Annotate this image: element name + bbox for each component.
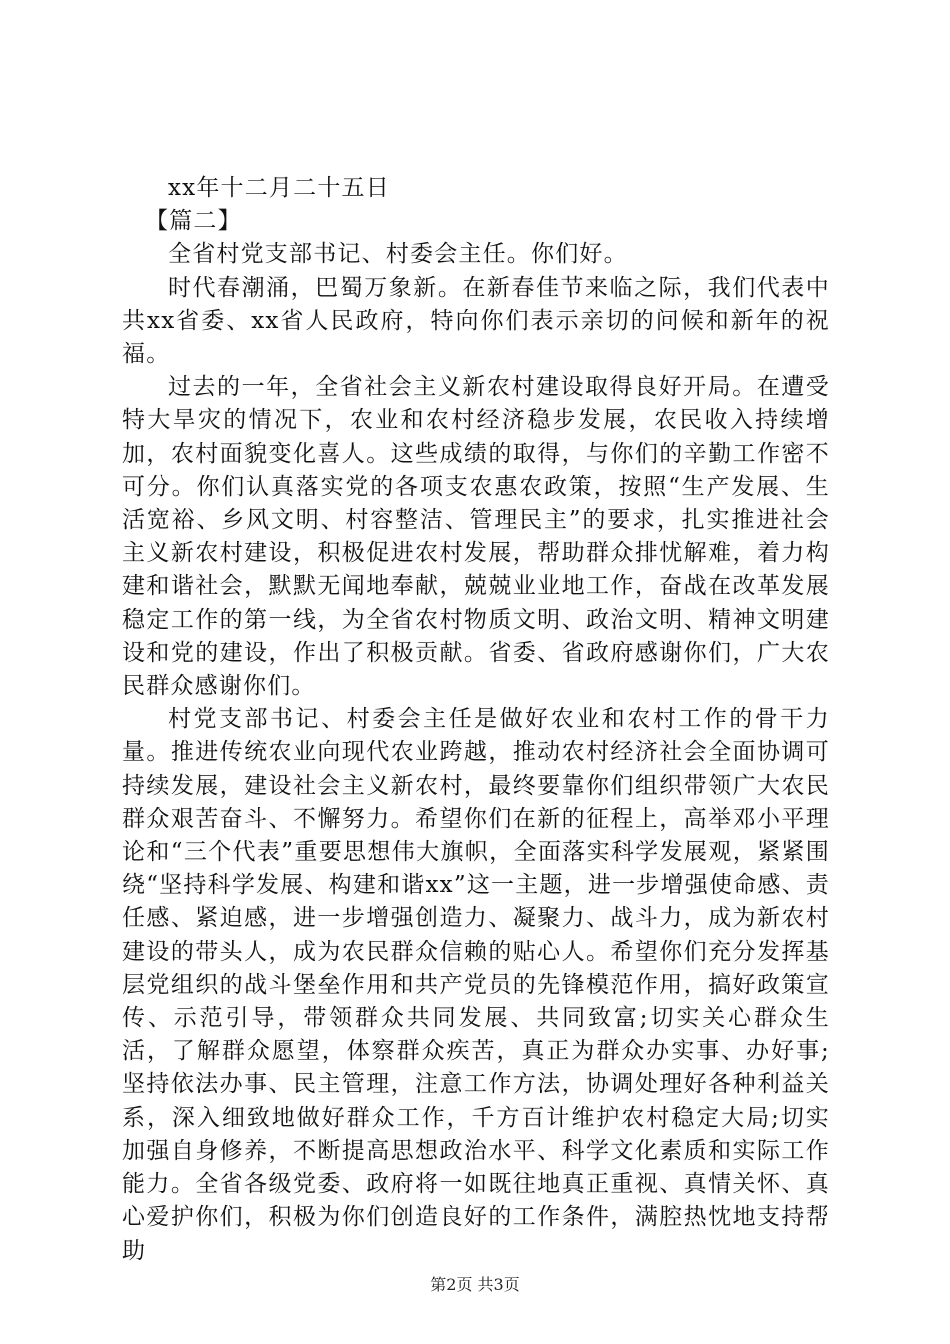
date-line: xx年十二月二十五日 [168, 175, 390, 201]
salutation: 全省村党支部书记、村委会主任。你们好。 [168, 241, 628, 268]
page-number-label: 第2页 共3页 [430, 1275, 520, 1294]
paragraph-1: 时代春潮涌，巴蜀万象新。在新春佳节来临之际，我们代表中共xx省委、xx省人民政府，特向你们表示亲切的问候和新年的祝福。 [122, 274, 830, 368]
paragraph-2: 过去的一年，全省社会主义新农村建设取得良好开局。在遭受特大旱灾的情况下，农业和农村经济稳步发展，农民收入持续增加，农村面貌变化喜人。这些成绩的取得，与你们的辛勤工作密不可分。你们认真落实党的各项支农惠农政策，按照“生产发展、生活宽裕、乡风文明、村容整洁、管理民主”的要求，扎实推进社会主义新农村建设，积极促进农村发展，帮助群众排忧解难，着力构建和谐社会，默默无闻地奉献，兢兢业业地工作，奋战在改革发展稳定工作的第一线，为全省农村物质文明、政治文明、精神文明建设和党的建设，作出了积极贡献。省委、省政府感谢你们，广大农民群众感谢你们。 [122, 374, 830, 700]
section-heading: 【篇二】 [145, 208, 242, 235]
document-body [122, 172, 830, 1268]
paragraph-3: 村党支部书记、村委会主任是做好农业和农村工作的骨干力量。推进传统农业向现代农业跨越，推动农村经济社会全面协调可持续发展，建设社会主义新农村，最终要靠你们组织带领广大农民群众艰苦奋斗、不懈努力。希望你们在新的征程上，高举邓小平理论和“三个代表”重要思想伟大旗帜，全面落实科学发展观，紧紧围绕“坚持科学发展、构建和谐xx”这一主题，进一步增强使命感、责任感、紧迫感，进一步增强创造力、凝聚力、战斗力，成为新农村建设的带头人，成为农民群众信赖的贴心人。希望你们充分发挥基层党组织的战斗堡垒作用和共产党员的先锋模范作用，搞好政策宣传、示范引导，带领群众共同发展、共同致富;切实关心群众生活，了解群众愿望，体察群众疾苦，真正为群众办实事、办好事;坚持依法办事、民主管理，注意工作方法，协调处理好各种利益关系，深入细致地做好群众工作，千方百计维护农村稳定大局;切实加强自身修养，不断提高思想政治水平、科学文化素质和实际工作能力。全省各级党委、政府将一如既往地真正重视、真情关怀、真心爱护你们，积极为你们创造良好的工作条件，满腔热忱地支持帮助 [122, 706, 830, 1264]
page-footer [0, 1272, 950, 1295]
